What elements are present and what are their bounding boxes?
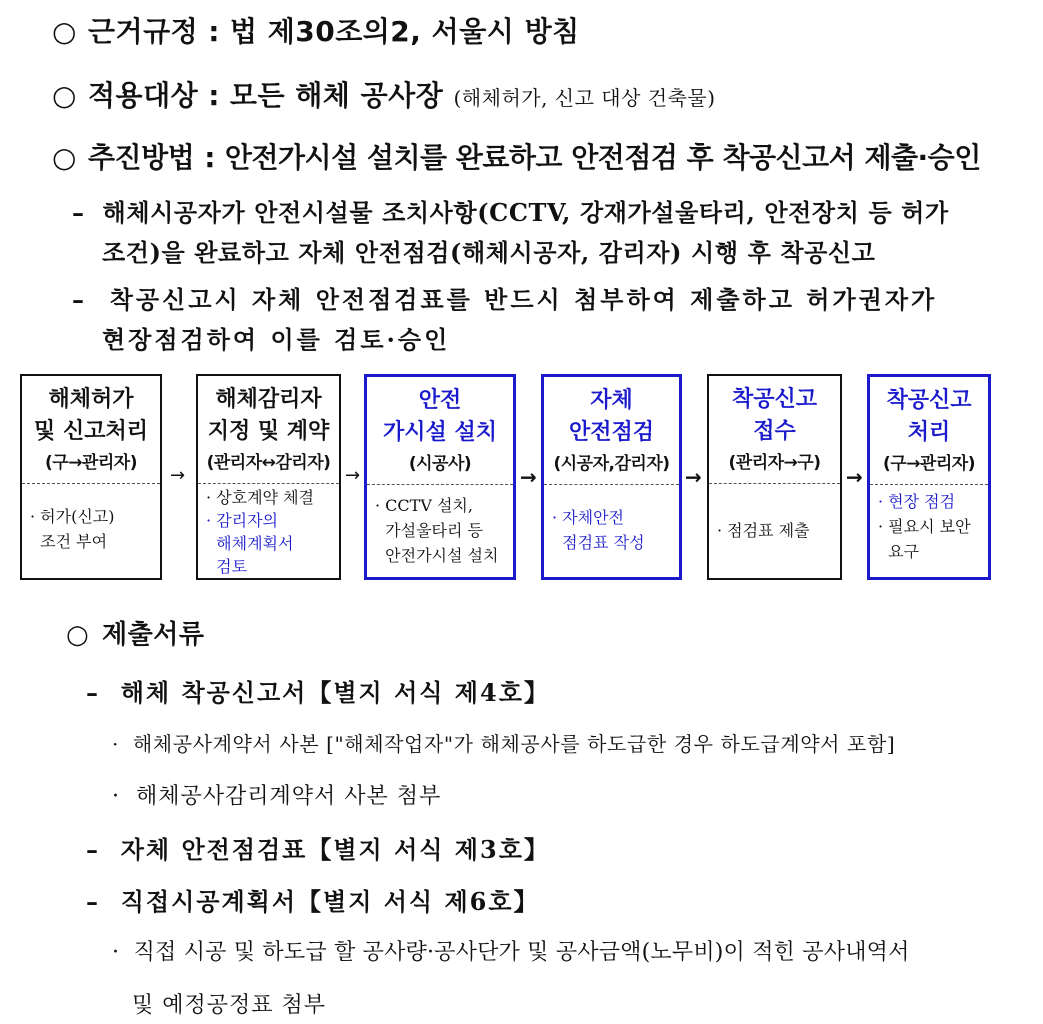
arrow-right-icon: → bbox=[685, 465, 702, 489]
doc-subitem bbox=[112, 779, 441, 810]
flow-title: 가시설 설치 bbox=[383, 420, 497, 445]
bullet-method bbox=[52, 136, 981, 176]
docs-heading bbox=[66, 614, 204, 651]
flow-box-body bbox=[544, 485, 679, 555]
doc-text: 해체공사감리계약서 사본 첨부 bbox=[136, 784, 442, 809]
flow-item: 안전가시설 설치 bbox=[375, 546, 499, 565]
circle-icon: ○ bbox=[52, 141, 76, 174]
dash-marker: – bbox=[86, 887, 100, 916]
flow-subtitle: (관리자↔감리자) bbox=[206, 453, 331, 473]
flow-box-report-receipt bbox=[707, 374, 842, 580]
flow-item: · 현장 점검 bbox=[878, 492, 956, 511]
bullet-separator: : bbox=[204, 141, 215, 174]
circle-icon: ○ bbox=[52, 15, 77, 48]
dash-marker: – bbox=[72, 285, 87, 314]
bullet-text: 모든 해체 공사장 bbox=[229, 79, 444, 112]
doc-item bbox=[86, 673, 550, 708]
flow-box-header bbox=[198, 376, 339, 484]
flow-item: 점검표 작성 bbox=[552, 533, 645, 552]
dot-marker: · bbox=[112, 784, 120, 809]
flow-item: 가설울타리 등 bbox=[375, 521, 483, 540]
bullet-separator: : bbox=[208, 15, 220, 48]
docs-title: 제출서류 bbox=[102, 620, 205, 650]
flow-item: 요구 bbox=[878, 542, 920, 561]
bullet-label: 적용대상 bbox=[88, 79, 199, 112]
flow-box-body bbox=[870, 485, 988, 564]
method-line: 조건)을 완료하고 자체 안전점검(해체시공자, 감리자) 시행 후 착공신고 bbox=[102, 238, 876, 267]
flow-title: 자체 bbox=[590, 388, 633, 413]
doc-item bbox=[86, 882, 540, 917]
flow-item: · 상호계약 체결 bbox=[206, 488, 314, 507]
flow-title: 착공신고 bbox=[731, 387, 817, 412]
arrow-right-icon: → bbox=[345, 465, 361, 486]
doc-subitem bbox=[132, 988, 326, 1019]
flow-item: 해체계획서 bbox=[206, 534, 294, 553]
bullet-separator: : bbox=[208, 79, 220, 112]
doc-text: 직접시공계획서【별지 서식 제6호】 bbox=[120, 887, 540, 916]
flow-title: 해체허가 bbox=[48, 387, 134, 412]
dash-marker: – bbox=[72, 198, 85, 227]
arrow-right-icon: → bbox=[520, 465, 537, 489]
flow-subtitle: (구→관리자) bbox=[45, 453, 137, 473]
flow-item: · 감리자의 bbox=[206, 511, 278, 530]
flow-box-permit bbox=[20, 374, 162, 580]
dash-marker: – bbox=[86, 678, 100, 707]
flow-box-safety-facility bbox=[364, 374, 516, 580]
arrow-right-icon: → bbox=[846, 465, 863, 489]
flow-box-header bbox=[870, 377, 988, 485]
flow-item: · 점검표 제출 bbox=[717, 521, 810, 540]
circle-icon: ○ bbox=[66, 620, 90, 650]
dash-marker: – bbox=[86, 835, 100, 864]
dot-marker: · bbox=[112, 732, 119, 756]
flow-subtitle: (구→관리자) bbox=[883, 454, 975, 474]
flow-box-body bbox=[367, 485, 513, 568]
doc-subitem bbox=[112, 728, 895, 757]
flow-box-self-inspection bbox=[541, 374, 682, 580]
flow-box-supervisor bbox=[196, 374, 341, 580]
bullet-target bbox=[52, 74, 716, 114]
method-line: 해체시공자가 안전시설물 조치사항(CCTV, 강재가설울타리, 안전장치 등 허가 bbox=[102, 198, 949, 227]
method-line: 현장점검하여 이를 검토·승인 bbox=[102, 325, 451, 354]
dot-marker: · bbox=[112, 940, 120, 965]
flow-subtitle: (시공자,감리자) bbox=[553, 454, 670, 474]
circle-icon: ○ bbox=[52, 79, 77, 112]
flow-title: 접수 bbox=[753, 419, 796, 444]
bullet-label: 추진방법 bbox=[88, 141, 195, 174]
flow-title: 및 신고처리 bbox=[34, 419, 148, 444]
flow-box-header bbox=[544, 377, 679, 485]
flow-box-body bbox=[709, 484, 840, 543]
method-line: 착공신고시 자체 안전점검표를 반드시 첨부하여 제출하고 허가권자가 bbox=[109, 285, 938, 314]
bullet-text: 법 제30조의2, 서울시 방침 bbox=[229, 15, 580, 48]
bullet-text: 안전가시설 설치를 완료하고 안전점검 후 착공신고서 제출·승인 bbox=[224, 141, 981, 174]
doc-text: 해체공사계약서 사본 ["해체작업자"가 해체공사를 하도급한 경우 하도급계약서 포함] bbox=[132, 732, 896, 756]
flow-box-header bbox=[22, 376, 160, 484]
flow-box-body bbox=[22, 484, 160, 554]
method-item bbox=[72, 193, 949, 273]
flow-item: · 허가(신고) bbox=[30, 507, 115, 526]
flow-box-body bbox=[198, 484, 339, 578]
doc-subitem bbox=[112, 935, 910, 966]
flow-item: · 자체안전 bbox=[552, 508, 624, 527]
flow-title: 해체감리자 bbox=[215, 387, 322, 412]
flow-item: 검토 bbox=[206, 557, 248, 576]
flow-item: 조건 부여 bbox=[30, 532, 108, 551]
flow-subtitle: (관리자→구) bbox=[728, 453, 821, 473]
flow-title: 착공신고 bbox=[886, 388, 972, 413]
method-item bbox=[72, 280, 937, 360]
flow-box-header bbox=[367, 377, 513, 485]
flow-box-report-processing bbox=[867, 374, 991, 580]
doc-item bbox=[86, 830, 550, 865]
flow-item: · 필요시 보안 bbox=[878, 517, 971, 536]
bullet-legal-basis bbox=[52, 10, 580, 50]
arrow-right-icon: → bbox=[170, 465, 186, 486]
doc-text: 해체 착공신고서【별지 서식 제4호】 bbox=[120, 678, 550, 707]
flow-item: · CCTV 설치, bbox=[375, 496, 473, 515]
flow-title: 안전 bbox=[418, 388, 462, 413]
doc-text: 및 예정공정표 첨부 bbox=[132, 993, 327, 1018]
flow-box-header bbox=[709, 376, 840, 484]
bullet-note: (해체허가, 신고 대상 건축물) bbox=[453, 86, 716, 110]
flow-title: 안전점검 bbox=[568, 420, 654, 445]
doc-text: 직접 시공 및 하도급 할 공사량·공사단가 및 공사금액(노무비)이 적힌 공사내역서 bbox=[133, 940, 910, 965]
bullet-label: 근거규정 bbox=[88, 15, 199, 48]
doc-text: 자체 안전점검표【별지 서식 제3호】 bbox=[120, 835, 550, 864]
flow-subtitle: (시공사) bbox=[408, 454, 472, 474]
flow-title: 지정 및 계약 bbox=[207, 419, 330, 444]
flow-title: 처리 bbox=[907, 420, 951, 445]
